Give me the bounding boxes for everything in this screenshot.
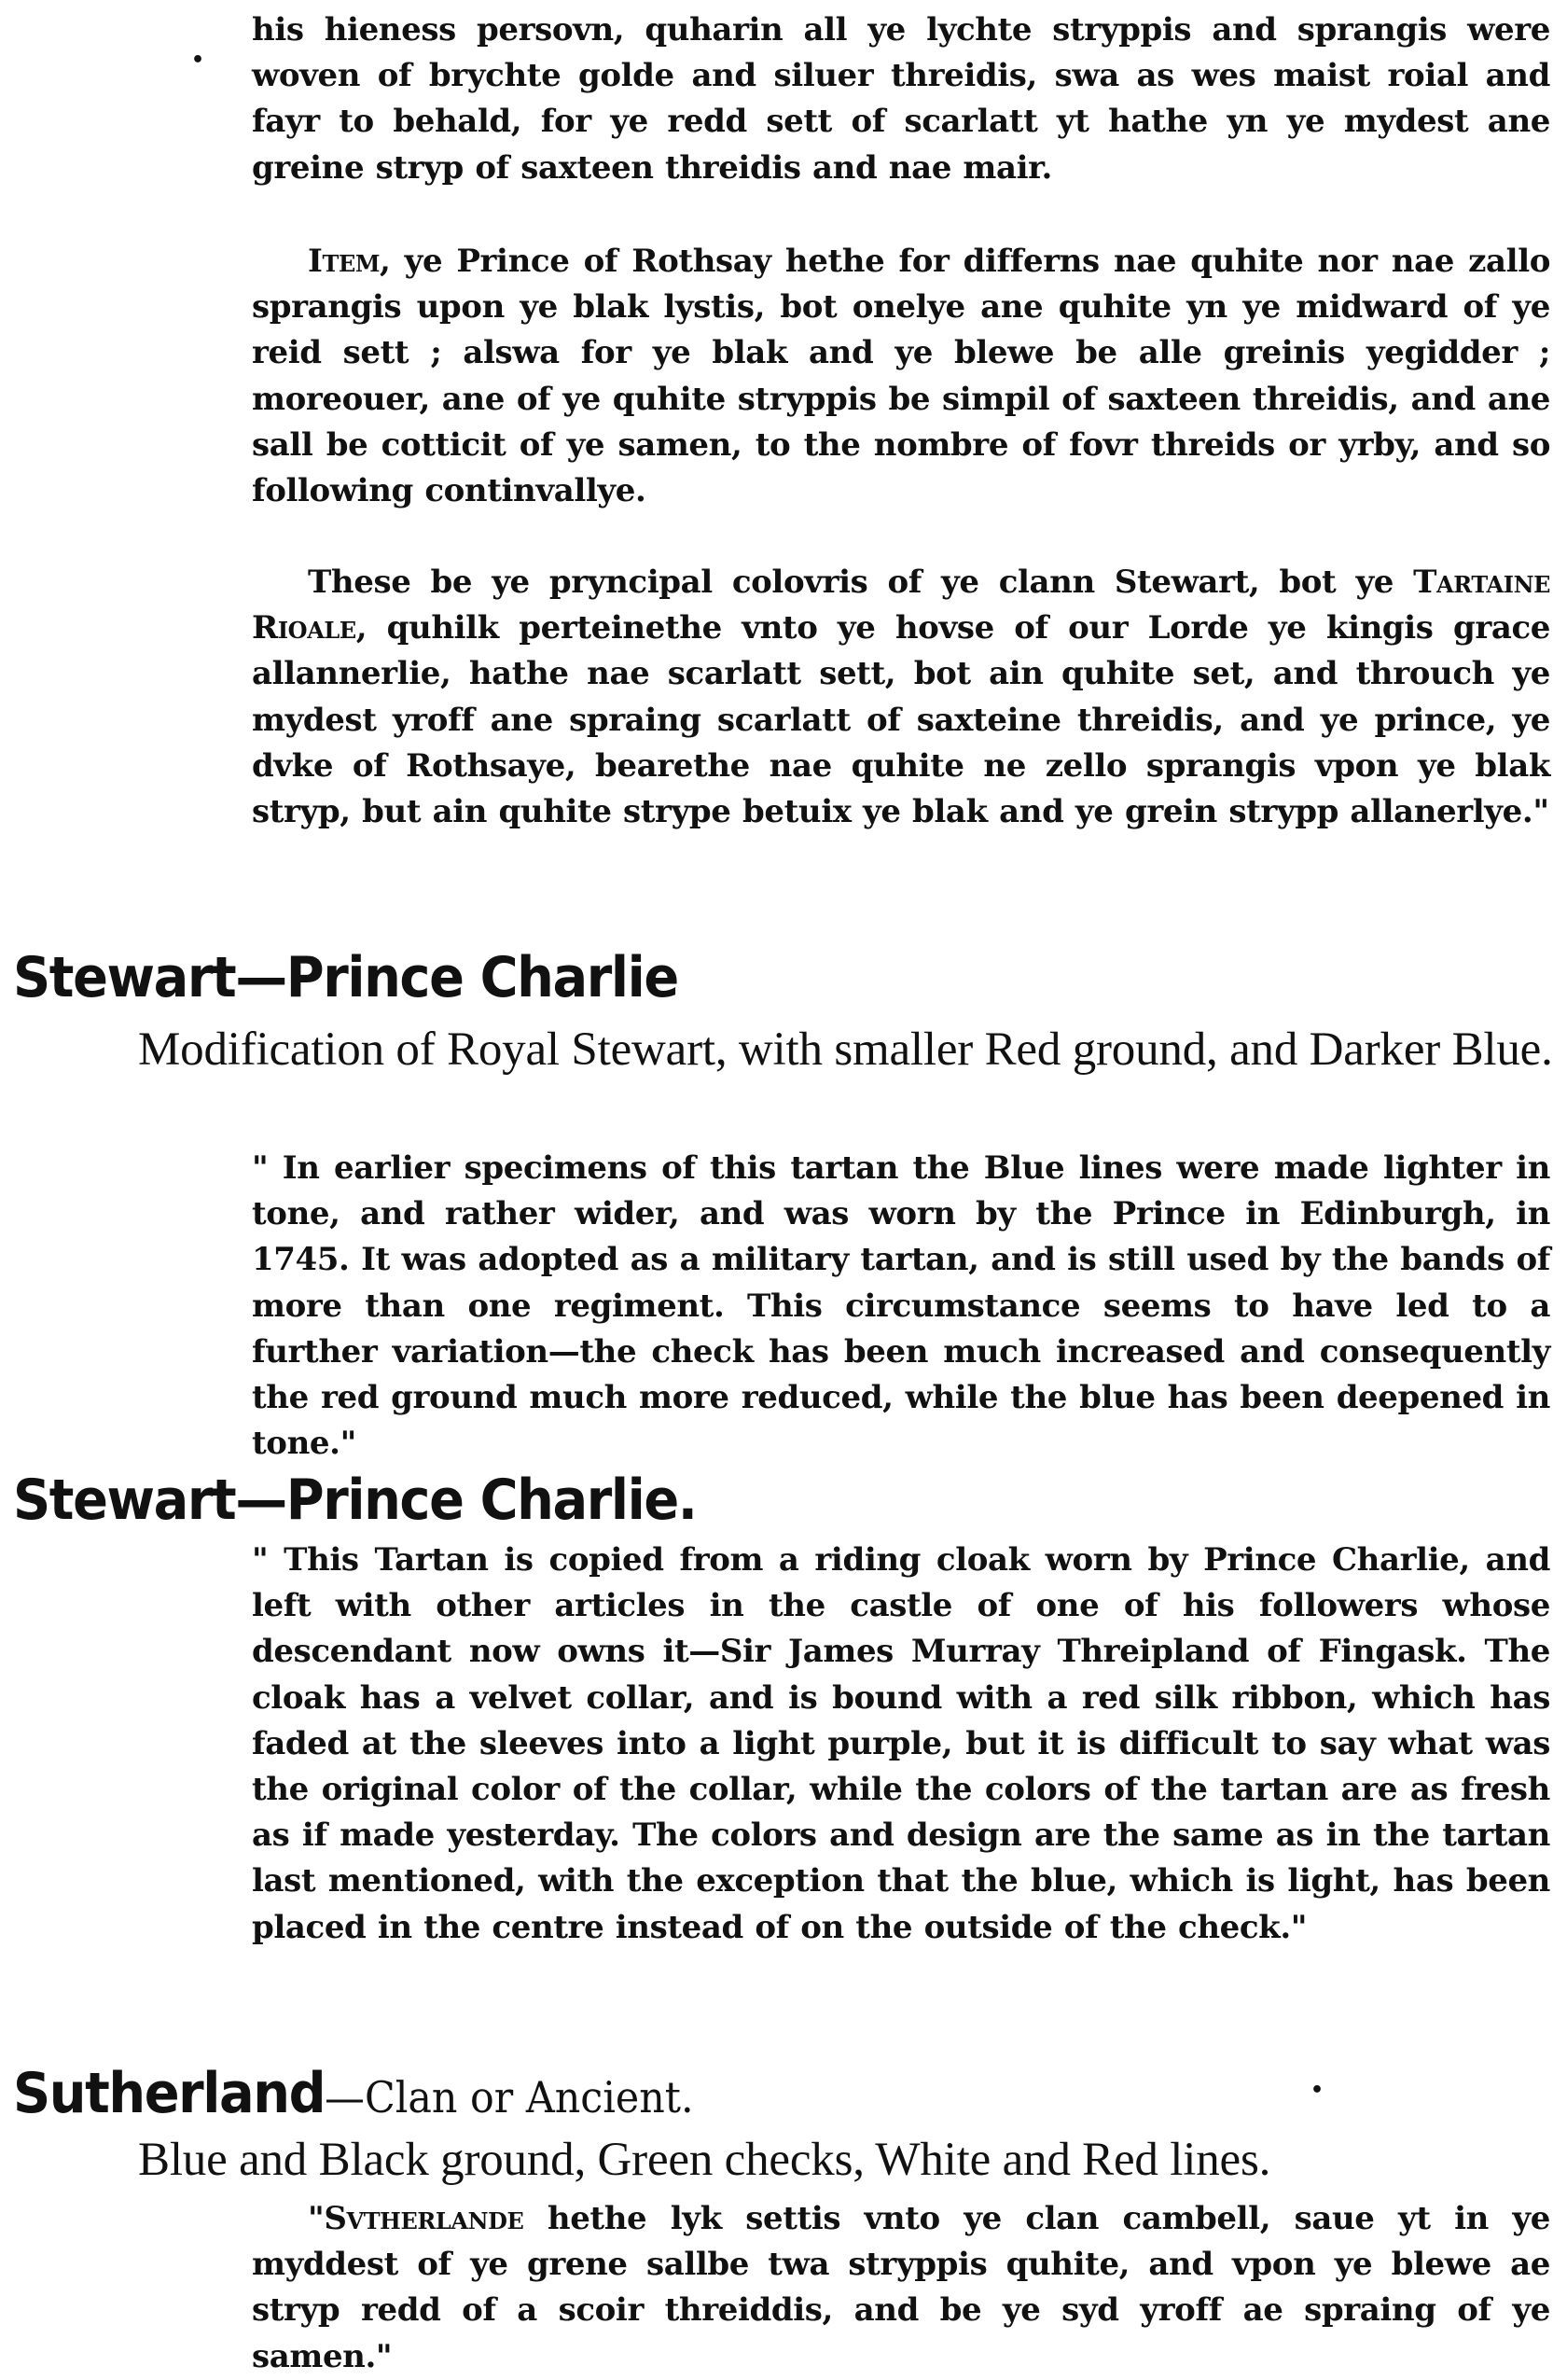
- entry-heading-stewart-prince-charlie: Stewart—Prince Charlie: [13, 945, 678, 1010]
- entry-quote-sutherland: [252, 2196, 1550, 2380]
- entry-heading-stewart-prince-charlie-2: Stewart—Prince Charlie.: [13, 1468, 697, 1533]
- entry-quote-sutherland-text: hethe lyk settis vnto ye clan cambell, saue yt in ye myddest of ye grene sallbe twa stryppis quhite, and vpon ye blewe ae stryp redd of a scoir threiddis, and be ye syd yroff ae spraing of ye samen.": [252, 2200, 1550, 2375]
- paragraph-prince-of-rothsay-text: , ye Prince of Rothsay hethe for differns nae quhite nor nae zallo sprangis upon ye blak lystis, bot onelye ane quhite yn ye midward of ye reid sett ; alswa for ye blak and ye blewe be alle greinis yegidder ; moreouer, ane of ye quhite stryppis be simpil of saxteen threidis, and ane sall be cotticit of ye samen, to the nombre of fovr threids or yrby, and so following continvallye.: [252, 243, 1550, 510]
- entry-description-sutherland: Blue and Black ground, Green checks, White and Red lines.: [138, 2134, 1271, 2186]
- paragraph-principal-colours: [252, 560, 1550, 835]
- paragraph-royal-sett-text: his hieness persovn, quharin all ye lychte stryppis and sprangis were woven of brychte golde and siluer threidis, swa as wes maist roial and fayr to behald, for ye redd sett of scarlatt yt hathe yn ye mydest ane greine stryp of saxteen threidis and nae mair.: [252, 11, 1550, 187]
- stray-dot-mark: •: [191, 49, 205, 72]
- entry-quote-riding-cloak: " This Tartan is copied from a riding cloak worn by Prince Charlie, and left with other articles in the castle of one of his followers whose descendant now owns it—Sir James Murray Threipland of Fingask. The cloak has a velvet collar, and is bound with a red silk ribbon, which has faded at the sleeves into a light purple, but it is difficult to say what was the original color of the collar, while the colors of the tartan are as fresh as if made yesterday. The colors and design are the same as in the tartan last mentioned, with the exception that the blue, which is light, has been placed in the centre instead of on the outside of the check.": [252, 1541, 1550, 1946]
- svtherlande-smallcaps: Svtherlande: [324, 2200, 524, 2237]
- quote-open-mark: ": [308, 2200, 325, 2237]
- paragraph-principal-colours-text-1: These be ye pryncipal colovris of ye clann Stewart, bot ye: [308, 564, 1414, 601]
- paragraph-royal-sett: [252, 7, 1550, 191]
- paragraph-prince-of-rothsay: [252, 239, 1550, 514]
- paragraph-principal-colours-text-2: , quhilk perteinethe vnto ye hovse of our Lorde ye kingis grace allannerlie, hathe nae scarlatt sett, bot ain quhite set, and throuch ye mydest yroff ane spraing scarlatt of saxteine threidis, and ye prince, ye dvke of Rothsaye, bearethe nae quhite ne zello sprangis vpon ye blak stryp, but ain quhite strype betuix ye blak and ye grein strypp allanerlye.": [252, 609, 1550, 831]
- tartaine-rioale-smallcaps: Tartaine Rioale: [252, 564, 1550, 647]
- entry-description-stewart-prince-charlie: Modification of Royal Stewart, with smaller Red ground, and Darker Blue.: [138, 1023, 1553, 1076]
- entry-heading-sutherland-name: Sutherland: [13, 2061, 326, 2126]
- entry-heading-sutherland: [13, 2062, 694, 2129]
- item-lead-word: Item: [308, 243, 381, 280]
- entry-heading-sutherland-sub: —Clan or Ancient.: [325, 2072, 694, 2123]
- entry-quote-stewart-prince-charlie: " In earlier specimens of this tartan the Blue lines were made lighter in tone, and rather wider, and was worn by the Prince in Edinburgh, in 1745. It was adopted as a military tartan, and is still used by the bands of more than one regiment. This circumstance seems to have led to a further variation—the check has been much increased and consequently the red ground much more reduced, while the blue has been deepened in tone.": [252, 1149, 1550, 1463]
- stray-dot-mark-2: •: [1310, 2079, 1324, 2102]
